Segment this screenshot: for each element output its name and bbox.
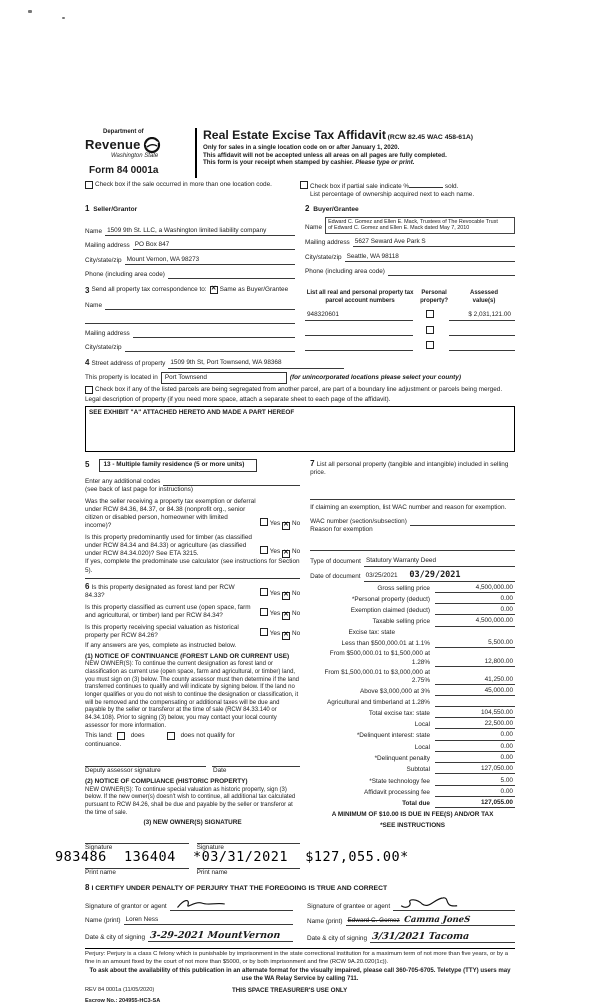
land-designation-section: 6 Is this property designated as forest land per RCW 84.33? Yes ✕ No Is this property classified as current use (open space, farm and agricultural, or timber) land per RCW 84.34? Yes ✕ No Is this property receiving special valuation as historical property per RCW 84.26? Yes ✕ No If any answers are yes, complete as instructed below. (1) NOTICE OF CONTINUANCE (FOREST LAND OR CURRENT USE) NEW OWNER(S): To continue the current designation as forest land or classification as current use (open space, farm and agricultural, or timber) land, you must sign on (3) below. The county assessor must then determine if the land transferred continues to qualify and will indicate by signing below. If the land no longer qualifies or you do not wish to continue the designation or classification, it will be removed and the compensating or additional taxes will be due and payable by the seller or transferor at the time of sale (RCW 84.33.140 or 84.34.108). Prior to signing (3) below, you may contact your local county assessor for more information. This land: does does not qualify for continuance. Deputy assessor signature Date (2) NOTICE OF COMPLIANCE (HISTORIC PROPERTY) NEW OWNER(S): To continue special valuation as historic property, sign (3) below. If the new owner(s) doesn't wish to continue, all additional tax calculated pursuant to RCW 84.26, shall be due and payable by the seller or transferor at the time of sale. (3) NEW OWNER(S) SIGNATURE Signature Signature Print name Print name bbox=[85, 581, 301, 876]
certify-statement: I CERTIFY UNDER PENALTY OF PERJURY THAT THE FOREGOING IS TRUE AND CORRECT bbox=[91, 884, 388, 892]
buyer-city-state-zip-field[interactable]: Seattle, WA 98118 bbox=[345, 253, 515, 262]
if-yes-note: If any answers are yes, complete as instructed below. bbox=[85, 641, 237, 649]
predominate-use-note: If yes, complete the predominate use calculator (see instructions for Section 5). bbox=[85, 558, 300, 574]
new-owner-signature-1[interactable] bbox=[85, 835, 189, 844]
deputy-date-field[interactable] bbox=[212, 759, 300, 768]
total-excise-state-value[interactable]: 104,550.00 bbox=[435, 709, 515, 718]
treasurer-cashier-stamp: 983486 136404 *03/31/2021 $127,055.00* bbox=[55, 849, 409, 865]
partial-sale-checkbox[interactable] bbox=[300, 181, 308, 189]
seller-phone-field[interactable] bbox=[168, 271, 295, 280]
current-use-question: Is this property classified as current use (open space, farm and agricultural, or timber) land per RCW 84.34? bbox=[85, 603, 251, 619]
s6q1-yes-checkbox[interactable] bbox=[260, 588, 268, 596]
s6q1-no-checkbox[interactable]: ✕ bbox=[283, 591, 289, 599]
partial-sale-percent-field[interactable] bbox=[409, 181, 443, 188]
parcel-number-field-2[interactable] bbox=[305, 327, 413, 336]
exemption-note: If claiming an exemption, list WAC number and reason for exemption. bbox=[310, 503, 507, 511]
parcel-row bbox=[305, 341, 515, 351]
historic-question: Is this property receiving special valuation as historical property per RCW 84.26? bbox=[85, 623, 239, 639]
grantee-date-city-field[interactable]: 3/31/2021 Tacoma bbox=[370, 932, 515, 943]
grantee-handwritten-name: Camma JoneS bbox=[403, 915, 471, 926]
correspondence-mailing-field[interactable] bbox=[133, 330, 295, 339]
same-as-buyer-checkbox[interactable]: ✕ bbox=[210, 285, 217, 293]
minimum-due-note: A MINIMUM OF $10.00 IS DUE IN FEE(S) AND/OR TAX bbox=[331, 811, 494, 819]
grantee-print-name-field[interactable] bbox=[346, 916, 515, 926]
header-note-3: This form is your receipt when stamped by cashier. Please type or print. bbox=[203, 159, 415, 167]
partial-sale-check-row bbox=[300, 181, 515, 199]
document-date-field[interactable]: 03/25/2021 03/29/2021 bbox=[364, 570, 515, 582]
parcel-number-field[interactable]: 948320601 bbox=[305, 311, 413, 320]
header-note-1: Only for sales in a single location code on or after January 1, 2020. bbox=[203, 143, 400, 151]
s6q3-yes-checkbox[interactable] bbox=[260, 628, 268, 636]
timber-question: Is this property predominantly used for timber (as classified under RCW 84.34 and 84.33) or agriculture (as classified under RCW 84.34.020)? See ETA 3215. bbox=[85, 533, 252, 558]
grantee-signature-field[interactable] bbox=[393, 897, 515, 911]
see-instructions-note: *SEE INSTRUCTIONS bbox=[380, 822, 446, 830]
seller-name-field[interactable]: 1509 9th St. LLC, a Washington limited liability company bbox=[105, 227, 295, 236]
form-header bbox=[85, 128, 515, 178]
assessed-value-field-3[interactable] bbox=[449, 343, 515, 352]
tax-correspondence-section: 3 Send all property tax correspondence to: ✕ Same as Buyer/Grantee Name Mailing address City/state/zip bbox=[85, 286, 295, 352]
form-title: Real Estate Excise Tax Affidavit bbox=[203, 128, 386, 142]
form-number: Form 84 0001a bbox=[89, 164, 159, 176]
buyer-heading: Buyer/Grantee bbox=[313, 206, 359, 214]
grantor-signature-scrawl bbox=[172, 897, 232, 911]
segregated-label: Check box if any of the listed parcels are being segregated from another parcel, are part of a boundary line adjustment or parcels being merged. bbox=[95, 386, 503, 394]
personal-property-line[interactable] bbox=[310, 491, 515, 500]
correspondence-extra-line[interactable] bbox=[85, 316, 295, 325]
grantee-printed-name-struck: Edward C. Gomez bbox=[347, 917, 400, 925]
tax-computation-section: Type of document Statutory Warranty Deed Date of document 03/25/2021 03/29/2021 Gross selling price 4,500,000.00 *Personal property (deduct) 0.00 Exemption claimed (deduct) 0.00 Taxable selling price 4,500,000.00 Excise tax: state Less than $500,000.01 at 1.1% 5,500.00 From $500,000.01 to $1,500,000 at 1.28% 12,800.00 From $1,500,000.01 to $3,000,000 at 2.75% 41,250.00 Above $3,000,000 at 3% 45,000.00 Agricultural and timberland at 1.28% Total excise tax: state 104,550.00 Local 22,500.00 *Delinquent interest: state 0.00 Local 0.00 *Delinquent penalty 0.00 Subtotal 127,050.00 *State technology fee 5.00 Affidavit processing fee 0.00 Total due 127,055.00 A MINIMUM OF $10.00 IS DUE IN FEE(S) AND/OR TAX *SEE INSTRUCTIONS bbox=[310, 557, 513, 830]
revenue-wordmark: Revenue bbox=[85, 136, 141, 152]
washington-state-label: Washington State bbox=[111, 153, 159, 160]
agricultural-tax-value[interactable] bbox=[435, 699, 515, 707]
s6q2-yes-checkbox[interactable] bbox=[260, 608, 268, 616]
buyer-grantee-section: 2 Buyer/Grantee Name Edward C. Gomez and Ellen E. Mack, Trustees of The Revocable Trust of Edward C. Gomez and Ellen E. Mack dated May 7, 2010 Mailing address 5627 Seward Ave Park S City/state/zip Seattle, WA 98118 Phone (including area code) bbox=[305, 204, 515, 279]
correspondence-city-field[interactable] bbox=[125, 344, 295, 353]
perjury-notice: Perjury: Perjury is a class C felony which is punishable by imprisonment in the state correctional institution for a maximum term of not more than five years, or by a fine in an amount fixed by the court of not more than $5000, or by both imprisonment and fine (RCW 9A.20.020(1c)). To ask about the availability of this publication in an alternate format for the visually impaired, please call 360-705-6705. Teletype (TTY) users may use the WA Relay Service by calling 711. bbox=[85, 948, 515, 983]
street-address-field[interactable]: 1509 9th St, Port Townsend, WA 98368 bbox=[168, 359, 343, 368]
s6q3-no-checkbox[interactable]: ✕ bbox=[283, 630, 289, 638]
local-excise-value[interactable]: 22,500.00 bbox=[435, 720, 515, 729]
land-does-checkbox[interactable] bbox=[117, 732, 125, 740]
legal-description-label: Legal description of property (if you need more space, attach a separate sheet to each page of the affidavit). bbox=[85, 396, 391, 404]
grantor-signature-field[interactable] bbox=[170, 897, 293, 911]
affidavit-processing-fee-value[interactable]: 0.00 bbox=[435, 788, 515, 797]
gross-selling-price-value[interactable]: 4,500,000.00 bbox=[435, 584, 515, 593]
parcel-number-field-3[interactable] bbox=[305, 343, 413, 352]
delinquent-interest-state-value[interactable]: 0.00 bbox=[435, 731, 515, 740]
tier1-tax-value[interactable]: 5,500.00 bbox=[435, 639, 515, 648]
seller-mailing-address-field[interactable]: PO Box 847 bbox=[133, 241, 295, 250]
scan-artifact bbox=[28, 10, 32, 13]
personal-property-checkbox-1[interactable] bbox=[426, 310, 434, 318]
taxable-selling-price-value[interactable]: 4,500,000.00 bbox=[435, 617, 515, 626]
header-note-2: This affidavit will not be accepted unless all areas on all pages are fully completed. bbox=[203, 151, 447, 159]
exemption-claimed-value[interactable]: 0.00 bbox=[435, 606, 515, 615]
tier2-tax-value[interactable]: 12,800.00 bbox=[435, 658, 515, 667]
grantor-print-name-field[interactable]: Loren Ness bbox=[124, 916, 293, 925]
s6q2-no-checkbox[interactable]: ✕ bbox=[283, 611, 289, 619]
assessed-value-field-2[interactable] bbox=[449, 327, 515, 336]
multi-location-checkbox[interactable] bbox=[85, 181, 93, 189]
segregated-checkbox[interactable] bbox=[85, 386, 93, 394]
same-as-buyer-label: Same as Buyer/Grantee bbox=[219, 286, 289, 294]
personal-property-deduct-value[interactable]: 0.00 bbox=[435, 595, 515, 604]
excise-tax-affidavit-form bbox=[85, 128, 515, 1005]
forest-land-question: Is this property designated as forest land per RCW 84.33? bbox=[85, 583, 235, 599]
deputy-assessor-signature-field[interactable] bbox=[85, 759, 206, 768]
s5q2-no-checkbox[interactable]: ✕ bbox=[283, 549, 289, 557]
personal-property-checkbox-3[interactable] bbox=[426, 341, 434, 349]
agency-block bbox=[85, 128, 189, 178]
rev-number: REV 84 0001a (11/05/2020) bbox=[85, 986, 155, 993]
delinquent-penalty-value[interactable]: 0.00 bbox=[435, 754, 515, 763]
delinquent-interest-local-value[interactable]: 0.00 bbox=[435, 743, 515, 752]
notice-compliance-title: (2) NOTICE OF COMPLIANCE (HISTORIC PROPERTY) bbox=[85, 778, 248, 786]
form-title-rcw: (RCW 82.45 WAC 458-61A) bbox=[387, 134, 474, 141]
additional-codes-field[interactable] bbox=[163, 477, 300, 486]
document-date-typed-correction: 03/29/2021 bbox=[409, 569, 461, 580]
escrow-number: Escrow No.: 204955-HC3-SA bbox=[85, 997, 161, 1004]
total-due-value[interactable]: 127,055.00 bbox=[435, 799, 515, 808]
subtotal-value[interactable]: 127,050.00 bbox=[435, 765, 515, 774]
parcel-numbers-section: List all real and personal property tax parcel account numbers Personal property? Assessed value(s) 948320601 $ 2,031,121.00 bbox=[305, 286, 515, 352]
new-owner-signature-2[interactable] bbox=[197, 835, 301, 844]
parcel-row bbox=[305, 310, 515, 320]
dept-of-label: Department of bbox=[103, 129, 144, 135]
correspondence-name-field[interactable] bbox=[105, 302, 295, 311]
legal-description-field[interactable]: SEE EXHIBIT "A" ATTACHED HERETO AND MADE A PART HEREOF bbox=[85, 406, 515, 452]
s5q1-yes-checkbox[interactable] bbox=[260, 518, 268, 526]
personal-property-checkbox-2[interactable] bbox=[426, 326, 434, 334]
property-address-section: 4 Street address of property 1509 9th St, Port Townsend, WA 98368 This property is located in Port Townsend (for unincorporated locations please select your county) Check box if any of the listed parcels are being segregated from another parcel, are part of a boundary line adjustment or parcels being merged. Legal description of property (if you need more space, attach a separate sheet to each page of the affidavit). SEE EXHIBIT "A" ATTACHED HERETO AND MADE A PART HEREOF bbox=[85, 358, 515, 451]
partial-sale-label: Check box if partial sale indicate % sold. List percentage of ownership acquired next to each name. bbox=[310, 182, 475, 198]
dor-swirl-logo-icon bbox=[143, 137, 161, 153]
land-use-code-field[interactable]: 13 - Multiple family residence (5 or more units) bbox=[99, 459, 257, 472]
buyer-phone-field[interactable] bbox=[388, 267, 515, 276]
personal-property-label: List all personal property (tangible and intangible) included in selling price. bbox=[310, 460, 509, 476]
tier3-tax-value[interactable]: 41,250.00 bbox=[435, 676, 515, 685]
document-type-field[interactable]: Statutory Warranty Deed bbox=[364, 557, 515, 566]
new-owner-signature-title: (3) NEW OWNER(S) SIGNATURE bbox=[143, 819, 242, 827]
grantee-signature-scrawl bbox=[395, 897, 465, 911]
multi-location-label: Check box if the sale occurred in more than one location code. bbox=[95, 180, 272, 188]
multi-location-check-row bbox=[85, 181, 300, 199]
scan-artifact bbox=[62, 17, 65, 19]
reason-for-exemption-label: Reason for exemption bbox=[310, 525, 373, 533]
seller-grantor-section: 1 Seller/Grantor Name 1509 9th St. LLC, a Washington limited liability company Mailing address PO Box 847 City/state/zip Mount Vernon, WA 98273 Phone (including area code) bbox=[85, 204, 295, 279]
buyer-mailing-address-field[interactable]: 5627 Seward Ave Park S bbox=[353, 238, 515, 247]
buyer-name-field[interactable]: Edward C. Gomez and Ellen E. Mack, Trustees of The Revocable Trust of Edward C. Gomez and Ellen E. Mack dated May 7, 2010 bbox=[325, 217, 515, 234]
grantor-date-city-field[interactable]: 3-29-2021 MountVernon bbox=[148, 931, 293, 942]
county-select[interactable]: Port Townsend bbox=[161, 372, 287, 384]
seller-heading: Seller/Grantor bbox=[93, 206, 138, 214]
seller-city-state-zip-field[interactable]: Mount Vernon, WA 98273 bbox=[125, 256, 295, 265]
s5q1-no-checkbox[interactable]: ✕ bbox=[283, 521, 289, 529]
assessed-value-field[interactable]: $ 2,031,121.00 bbox=[449, 311, 515, 320]
county-note: (for unincorporated locations please select your county) bbox=[289, 373, 461, 381]
wac-number-field[interactable] bbox=[410, 517, 515, 526]
header-divider bbox=[195, 128, 197, 178]
state-technology-fee-value[interactable]: 5.00 bbox=[435, 777, 515, 786]
tier4-tax-value[interactable]: 45,000.00 bbox=[435, 687, 515, 696]
use-code-section: 5 13 - Multiple family residence (5 or more units) Enter any additional codes (see back of last page for instructions) Was the seller receiving a property tax exemption or deferral under RCW 84.36, 84.37, or 84.38 (nonprofit org., senior citizen or disabled person, homeowner with limited income)? Yes ✕ No Is this property predominantly used for timber (as classified under RCW 84.34 and 84.33) or agriculture (as classified under RCW 84.34.020)? See ETA 3215. Yes ✕ No If yes, complete the predominate use calculator (see instructions for Section 5). bbox=[85, 459, 300, 579]
parcel-row bbox=[305, 326, 515, 336]
treasurer-use-label: THIS SPACE TREASURER'S USE ONLY bbox=[231, 986, 348, 994]
s5q2-yes-checkbox[interactable] bbox=[260, 546, 268, 554]
personal-property-section: 7 List all personal property (tangible and intangible) included in selling price. If claiming an exemption, list WAC number and reason for exemption. WAC number (section/subsection) Reason for exemption bbox=[310, 459, 515, 552]
notice-compliance-body: NEW OWNER(S): To continue special valuation as historic property, sign (3) below. If the new owner(s) doesn't wish to continue, all additional tax calculated pursuant to RCW 84.26, shall be due and payable by the seller or transferor at the time of sale. bbox=[85, 786, 296, 816]
exemption-question: Was the seller receiving a property tax exemption or deferral under RCW 84.36, 84.37, or 84.38 (nonprofit org., senior citizen or disabled person, homeowner with limited income)? bbox=[85, 497, 256, 530]
land-does-not-checkbox[interactable] bbox=[167, 732, 175, 740]
certification-section: 8 I CERTIFY UNDER PENALTY OF PERJURY THAT THE FOREGOING IS TRUE AND CORRECT Signature of grantor or agent Name (print) Loren Ness Date & city of signing 3-29-2021 MountVernon Signature of grantee or agent Name (print) Edward C. Gomez Camma JoneS Date & city of signing 3/31/2021 Tacoma bbox=[85, 883, 515, 943]
alt-format-notice: To ask about the availability of this publication in an alternate format for the visually impaired, please call 360-705-6705. Teletype (TTY) users may use the WA Relay Service by calling 711. bbox=[89, 967, 511, 982]
reason-line[interactable] bbox=[310, 543, 515, 552]
notice-continuance-body: NEW OWNER(S): To continue the current designation as forest land or classification as current use (open space, farm and agricultural, or timber) land, you must sign on (3) below. The county assessor must then determine if the land transferred continues to qualify and will indicate by signing below. If the land no longer qualifies or you do not wish to continue the designation or classification, it will be removed and the compensating or additional taxes will be due and payable by the seller or transferor at the time of sale (RCW 84.33.140 or 84.34.108). Prior to signing (3) below, you may contact your local county assessor for more information. bbox=[85, 661, 300, 729]
notice-continuance-title: (1) NOTICE OF CONTINUANCE (FOREST LAND OR CURRENT USE) bbox=[85, 653, 290, 661]
